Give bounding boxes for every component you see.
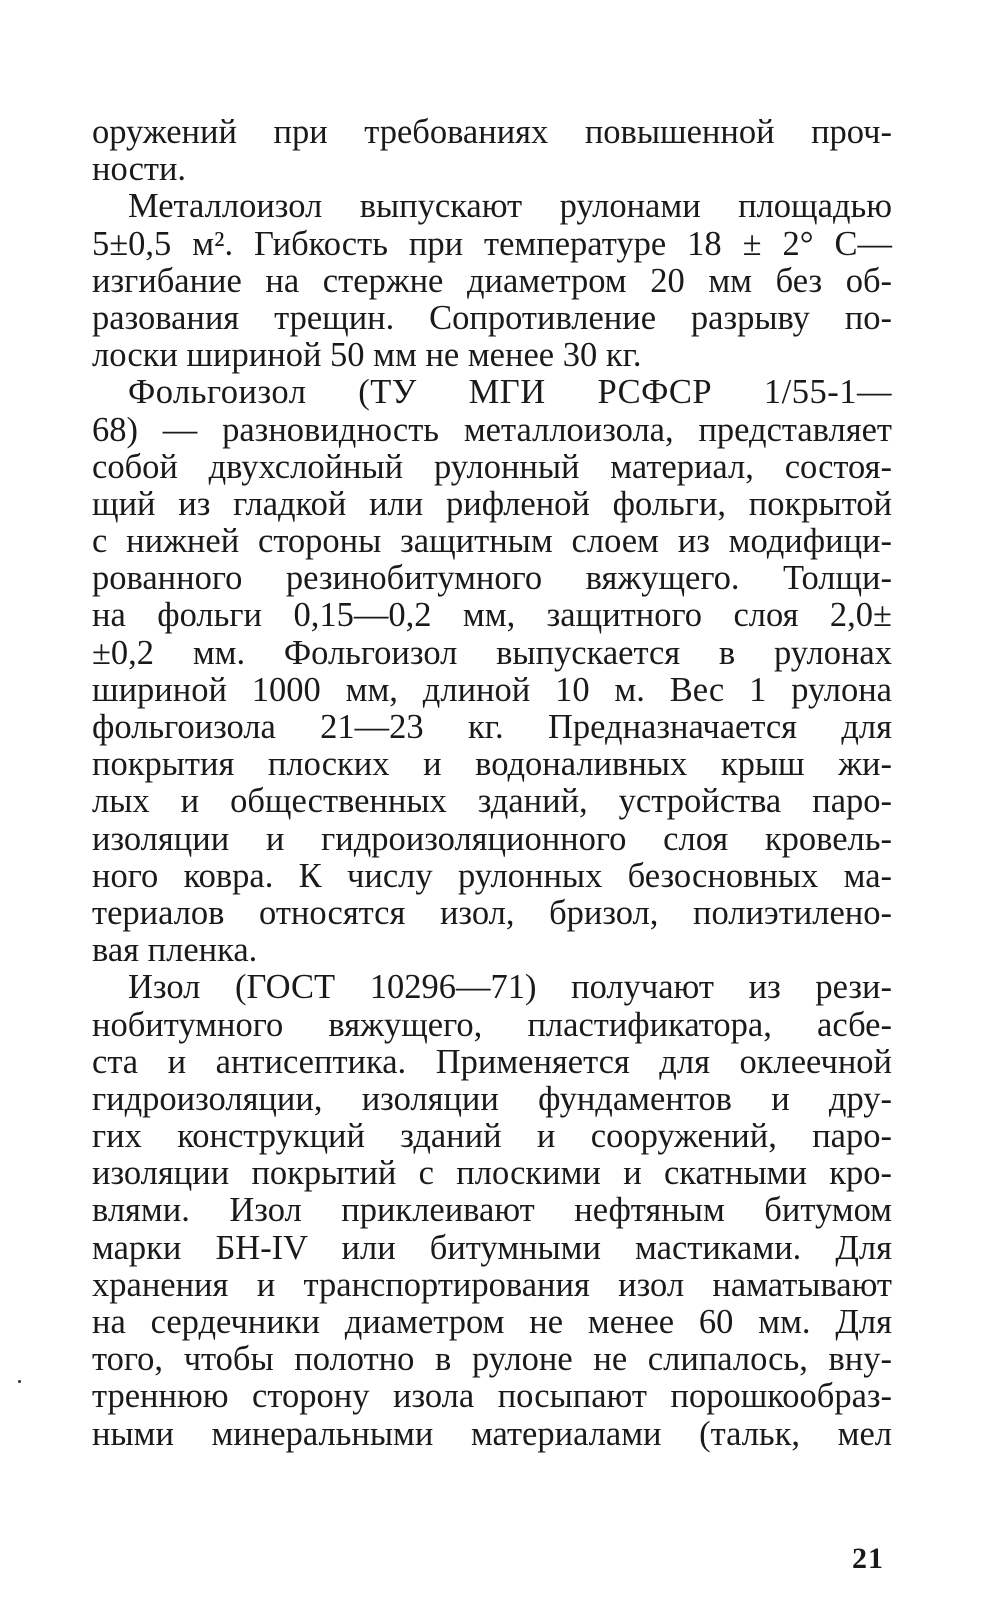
- text-line: 5±0,5 м². Гибкость при температуре 18 ± 2° С—: [92, 224, 892, 263]
- text-line: изоляции и гидроизоляционного слоя кровель-: [92, 819, 892, 858]
- text-line: рованного резинобитумного вяжущего. Толщи-: [92, 559, 892, 598]
- text-line: ста и антисептика. Применяется для оклеечной: [92, 1042, 892, 1081]
- text-line: лоски шириной 50 мм не менее 30 кг.: [92, 336, 642, 375]
- text-line: изоляции покрытий с плоскими и скатными кро-: [92, 1154, 892, 1193]
- text-line: хранения и транспортирования изол наматывают: [92, 1265, 892, 1304]
- text-line: вая пленка.: [92, 931, 258, 970]
- text-line: на фольги 0,15—0,2 мм, защитного слоя 2,0±: [92, 596, 892, 635]
- text-line: Металлоизол выпускают рулонами площадью: [128, 187, 892, 226]
- text-line: ными минеральными материалами (тальк, мел: [92, 1414, 892, 1453]
- text-line: гих конструкций зданий и сооружений, паро-: [92, 1117, 892, 1156]
- page-number: 21: [852, 1542, 884, 1575]
- text-line: ного ковра. К числу рулонных безосновных ма-: [92, 856, 892, 895]
- text-line: оружений при требованиях повышенной проч-: [92, 113, 892, 151]
- body-text: [92, 114, 892, 1453]
- text-line: влями. Изол приклеивают нефтяным битумом: [92, 1191, 892, 1230]
- text-line: териалов относятся изол, бризол, полиэтилено-: [92, 893, 892, 932]
- text-line: разования трещин. Сопротивление разрыву по-: [92, 298, 892, 337]
- text-line: марки БН-IV или битумными мастиками. Для: [92, 1228, 892, 1267]
- text-line: шириной 1000 мм, длиной 10 м. Вес 1 рулона: [92, 670, 892, 709]
- text-line: изгибание на стержне диаметром 20 мм без об-: [92, 261, 892, 300]
- text-line: лых и общественных зданий, устройства паро-: [92, 782, 892, 821]
- text-line: ности.: [92, 150, 187, 189]
- text-line: нобитумного вяжущего, пластификатора, асбе-: [92, 1005, 892, 1044]
- text-line: ±0,2 мм. Фольгоизол выпускается в рулонах: [92, 633, 892, 672]
- text-line: гидроизоляции, изоляции фундаментов и дру-: [92, 1079, 892, 1118]
- text-line: треннюю сторону изола посыпают порошкообраз-: [92, 1377, 892, 1416]
- text-line: фольгоизола 21—23 кг. Предназначается для: [92, 708, 892, 746]
- print-speck: [18, 1380, 21, 1383]
- text-line: 68) — разновидность металлоизола, представляет: [92, 410, 892, 449]
- text-line: с нижней стороны защитным слоем из модифици-: [92, 522, 892, 561]
- text-line: того, чтобы полотно в рулоне не слипалось, вну-: [92, 1340, 892, 1379]
- text-line: щий из гладкой или рифленой фольги, покрытой: [92, 484, 892, 523]
- text-line: на сердечники диаметром не менее 60 мм. Для: [92, 1303, 892, 1341]
- text-line: собой двухслойный рулонный материал, состоя-: [92, 447, 892, 486]
- text-line: Изол (ГОСТ 10296—71) получают из рези-: [128, 968, 892, 1007]
- text-line: Фольгоизол (ТУ МГИ РСФСР 1/55-1—: [128, 373, 892, 412]
- text-line: покрытия плоских и водоналивных крыш жи-: [92, 745, 892, 784]
